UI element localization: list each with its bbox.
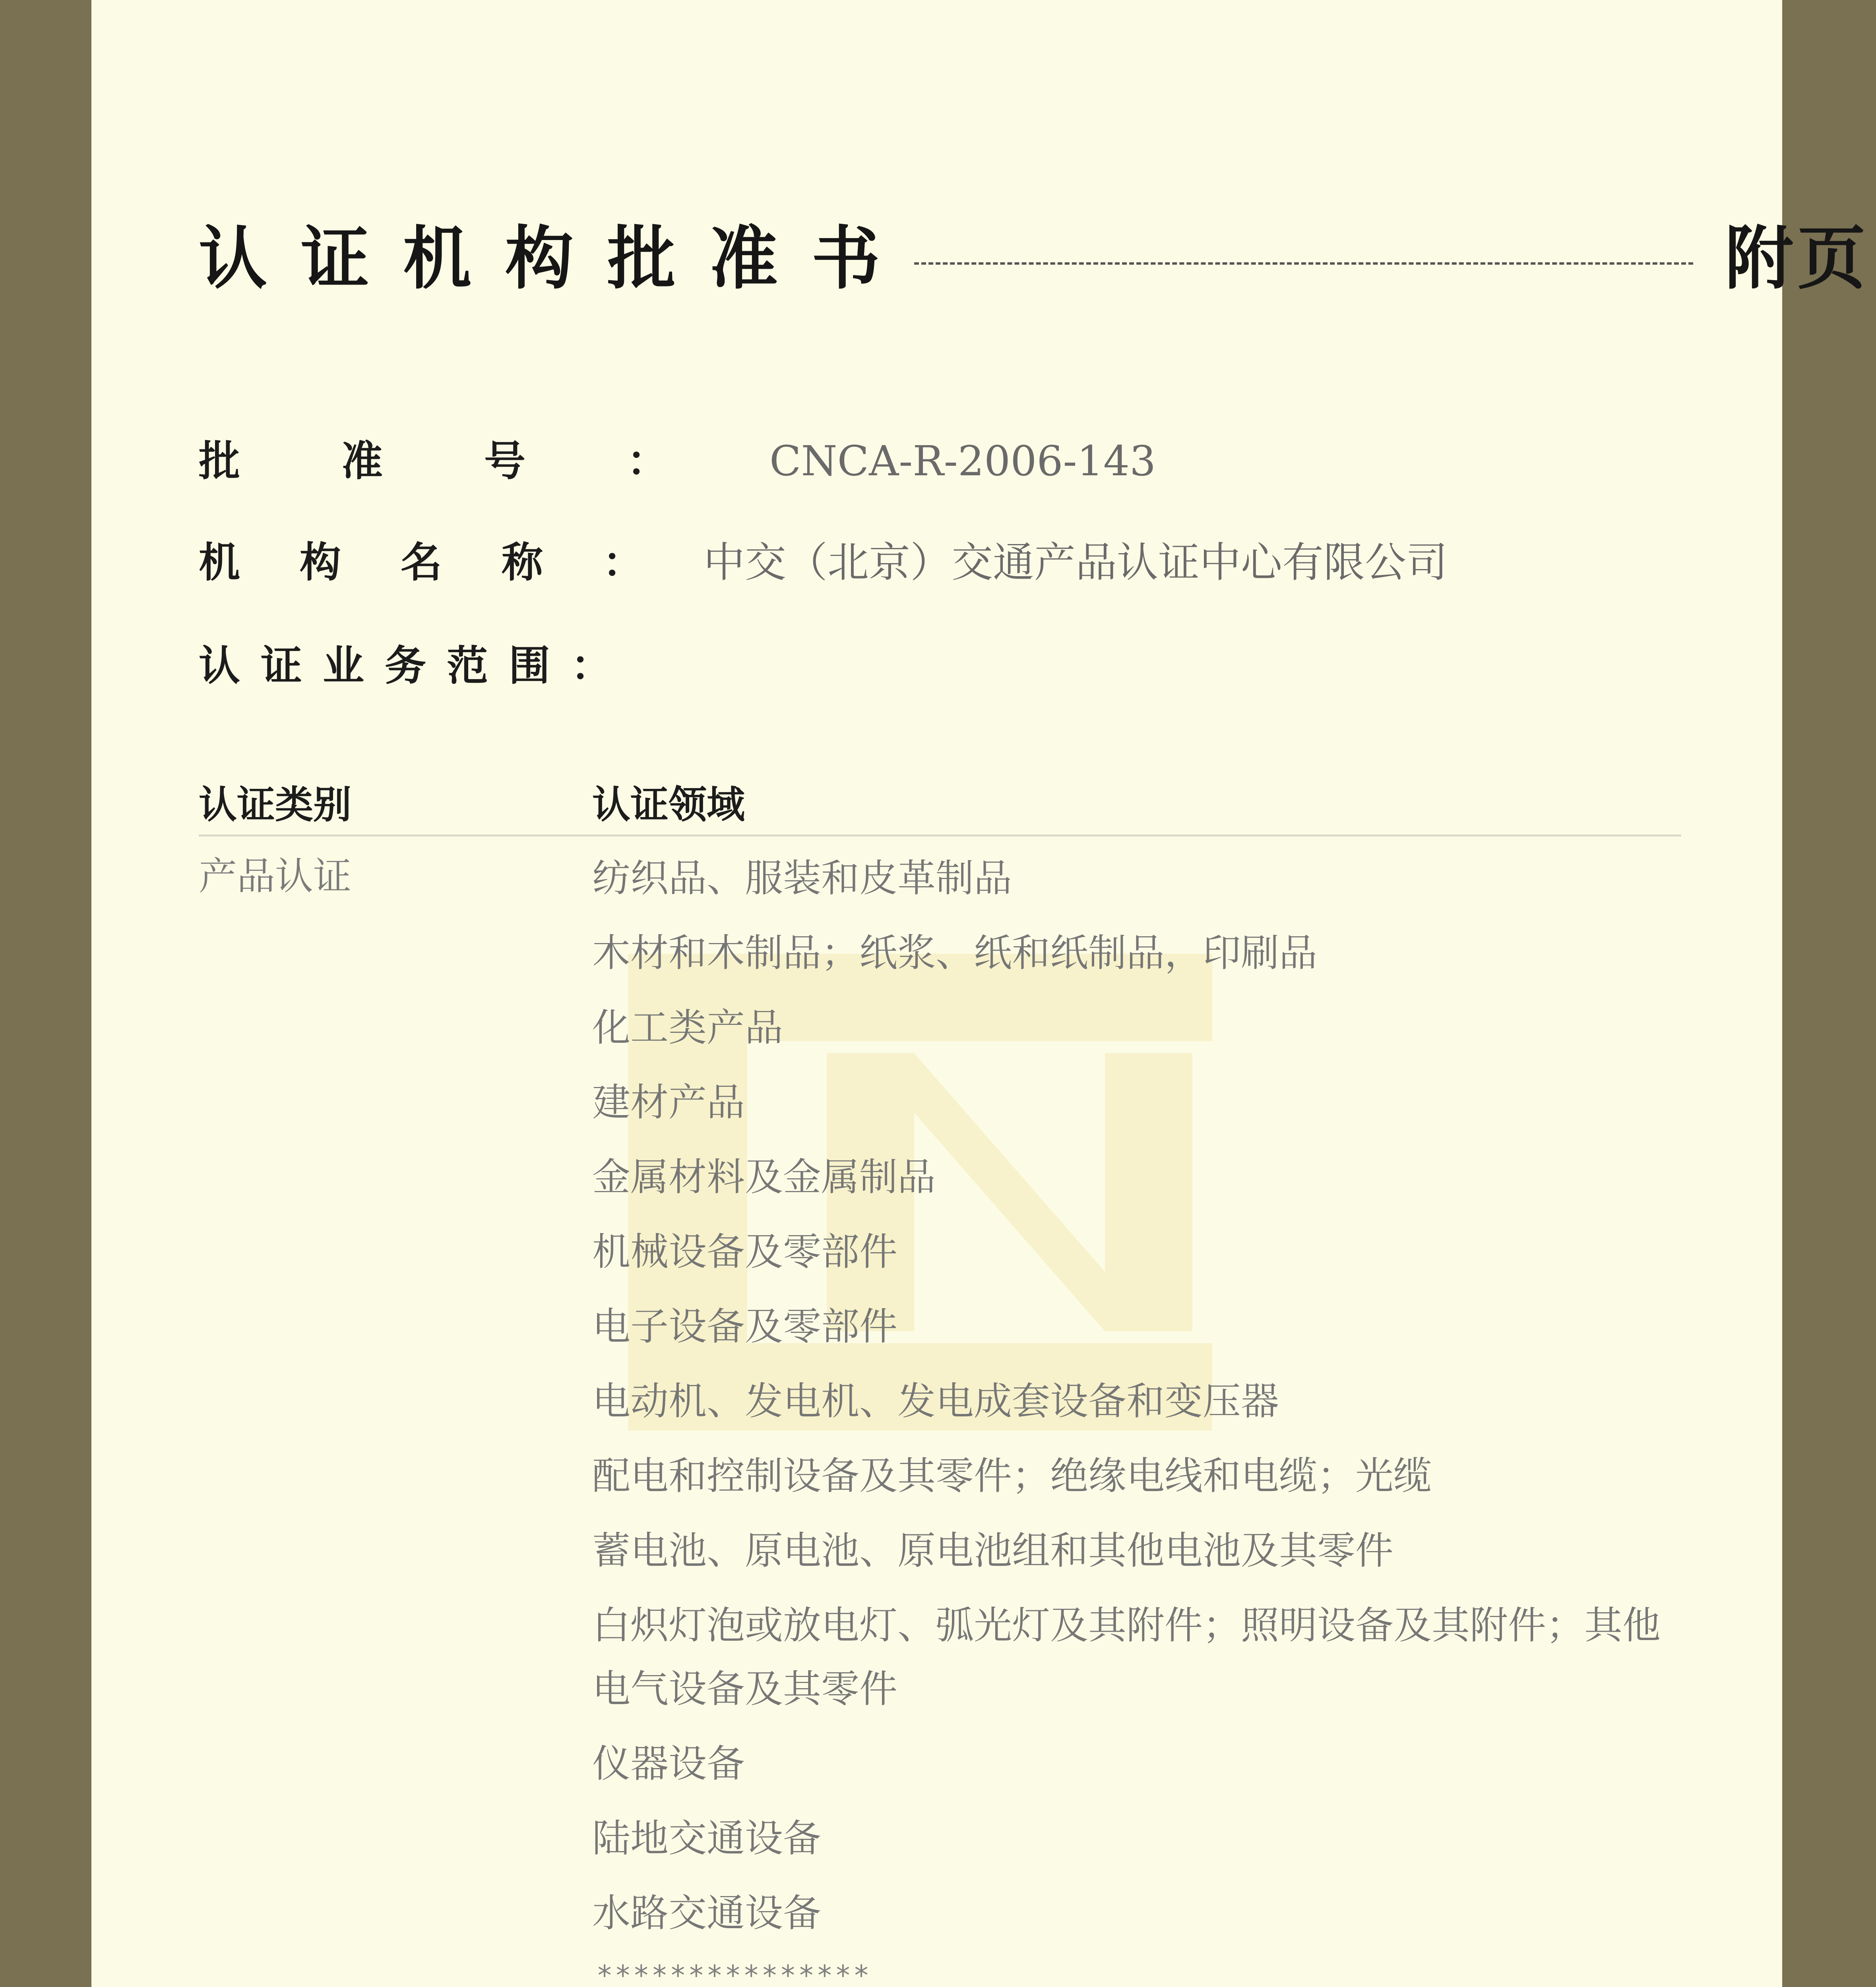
header-category: 认证类别	[199, 782, 351, 827]
scope-table-header	[199, 775, 1681, 837]
title-suffix: 附页	[1725, 218, 1870, 298]
list-item: 化工类产品	[592, 1005, 783, 1050]
document-title: 认证机构批准书	[199, 218, 914, 298]
certification-field-list	[592, 846, 1697, 1956]
list-item: 白炽灯泡或放电灯、弧光灯及其附件；照明设备及其附件；其他电气设备及其零件	[592, 1603, 1661, 1711]
organization-name-label: 机构名称：	[199, 538, 704, 587]
list-item: 机械设备及零部件	[592, 1230, 897, 1274]
list-item: 电动机、发电机、发电成套设备和变压器	[592, 1379, 1279, 1423]
business-scope-field	[199, 636, 633, 695]
approval-number-label: 批准号：	[199, 436, 770, 485]
approval-number-value: CNCA-R-2006-143	[769, 437, 1156, 485]
list-item: 配电和控制设备及其零件；绝缘电线和电缆；光缆	[592, 1454, 1432, 1498]
organization-name-value: 中交（北京）交通产品认证中心有限公司	[704, 538, 1448, 587]
list-item: 陆地交通设备	[592, 1816, 821, 1861]
certification-category: 产品认证	[199, 854, 351, 899]
list-item: 金属材料及金属制品	[592, 1155, 936, 1199]
list-item: 仪器设备	[592, 1741, 745, 1786]
title-row	[199, 215, 1870, 302]
list-item: 水路交通设备	[592, 1891, 821, 1935]
approval-number-field	[199, 431, 1156, 491]
end-marker: ***************	[596, 1959, 872, 1987]
title-dash-line	[914, 262, 1693, 265]
header-field: 认证领域	[592, 782, 745, 827]
list-item: 蓄电池、原电池、原电池组和其他电池及其零件	[592, 1528, 1393, 1573]
organization-name-field	[199, 533, 1448, 592]
business-scope-label: 认证业务范围：	[199, 641, 633, 690]
list-item: 建材产品	[592, 1080, 745, 1125]
list-item: 木材和木制品；纸浆、纸和纸制品，印刷品	[592, 931, 1317, 975]
list-item: 纺织品、服装和皮革制品	[592, 856, 1012, 901]
list-item: 电子设备及零部件	[592, 1304, 897, 1349]
